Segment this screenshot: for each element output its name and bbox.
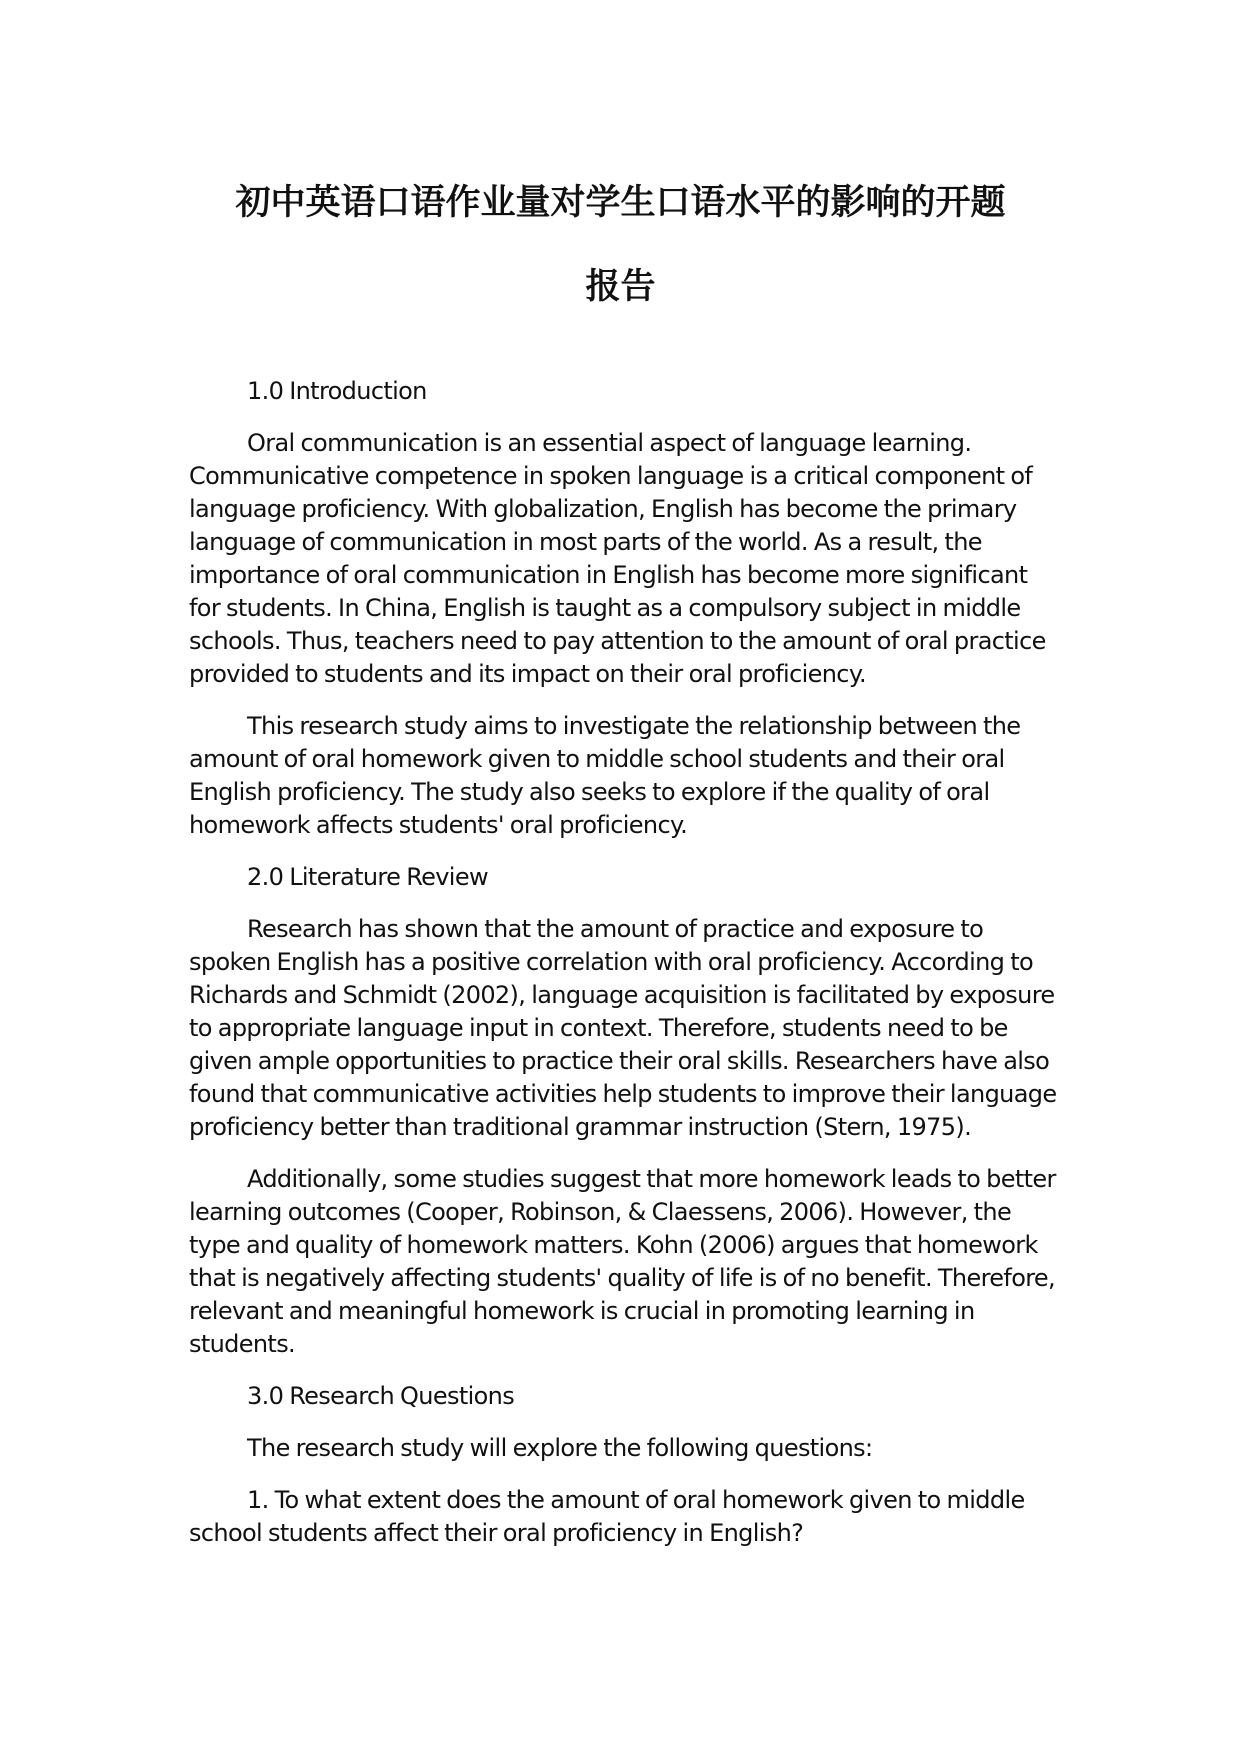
- paragraph-literature-review-2: Additionally, some studies suggest that more homework leads to better learning outcomes (Cooper, Robinson, & Claessens, 2006). However, the type and quality of homework matters. Kohn (2006) argues that homework that is negatively affecting students' quality of life is of no benefit. Therefore, relevant and meaningful homework is crucial in promoting learning in students.: [189, 1165, 1056, 1358]
- document-body: [189, 375, 1061, 1569]
- document-title-line-2: 报告: [585, 267, 656, 307]
- document-title-line-1: 初中英语口语作业量对学生口语水平的影响的开题: [235, 183, 1006, 223]
- paragraph-study-aim: This research study aims to investigate the relationship between the amount of oral homework given to middle school students and their oral English proficiency. The study also seeks to explore if the quality of oral homework affects students' oral proficiency.: [189, 712, 1021, 839]
- paragraph-literature-review-1: Research has shown that the amount of practice and exposure to spoken English has a positive correlation with oral proficiency. According to Richards and Schmidt (2002), language acquisition is facilitated by exposure to appropriate language input in context. Therefore, students need to be given ample opportunities to practice their oral skills. Researchers have also found that communicative activities help students to improve their language proficiency better than traditional grammar instruction (Stern, 1975).: [189, 915, 1057, 1141]
- research-question-1: 1. To what extent does the amount of oral homework given to middle school students affect their oral proficiency in English?: [189, 1486, 1025, 1547]
- section-heading-literature-review: 2.0 Literature Review: [247, 863, 488, 891]
- section-heading-research-questions: 3.0 Research Questions: [247, 1382, 515, 1410]
- section-heading-introduction: 1.0 Introduction: [247, 377, 427, 405]
- paragraph-introduction: Oral communication is an essential aspect of language learning. Communicative competence in spoken language is a critical component of language proficiency. With globalization, English has become the primary language of communication in most parts of the world. As a result, the importance of oral communication in English has become more significant for students. In China, English is taught as a compulsory subject in middle schools. Thus, teachers need to pay attention to the amount of oral practice provided to students and its impact on their oral proficiency.: [189, 429, 1046, 688]
- paragraph-research-questions-intro: The research study will explore the following questions:: [247, 1434, 873, 1462]
